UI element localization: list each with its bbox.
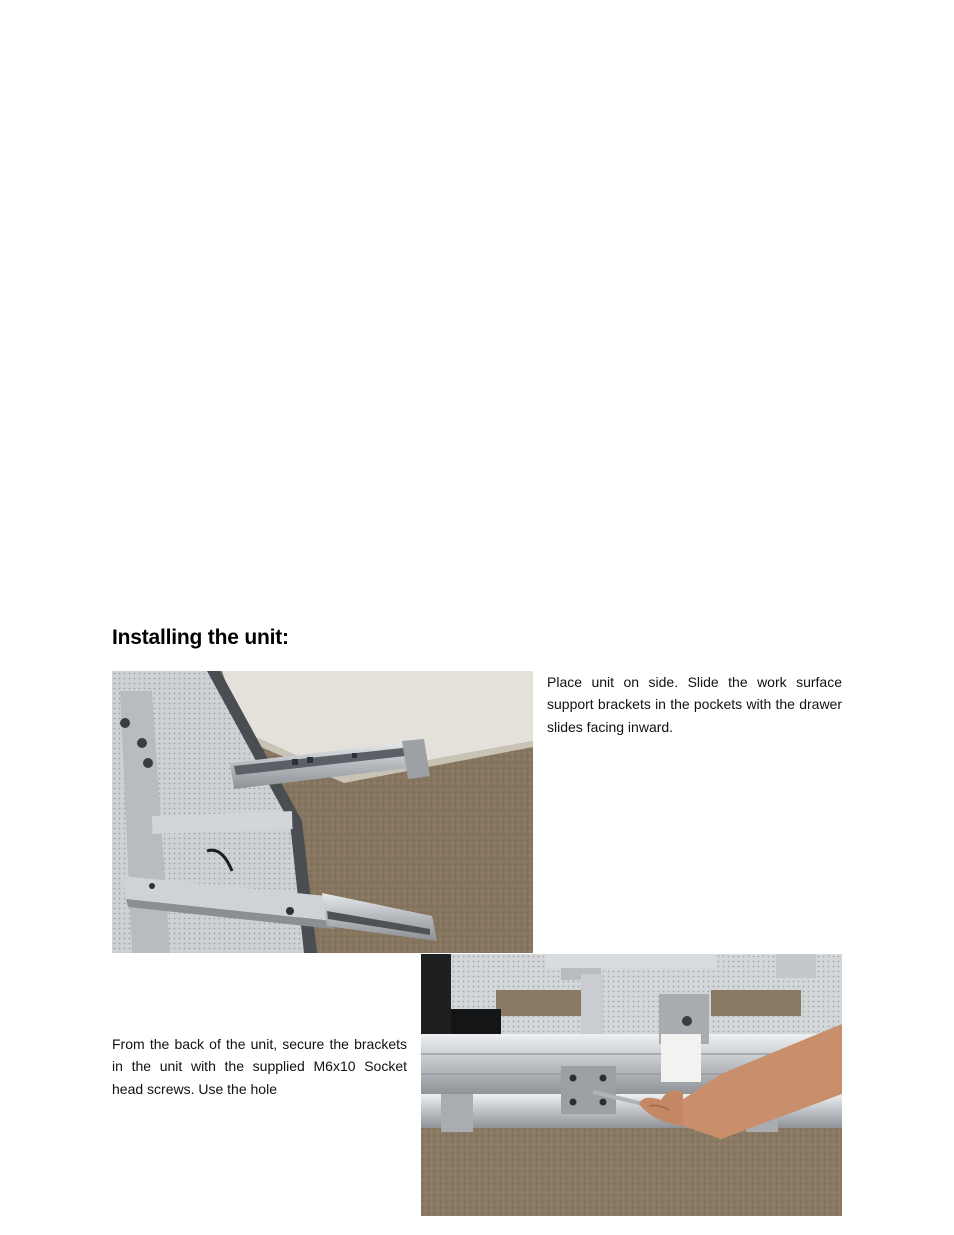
photo-unit-on-side	[112, 671, 533, 953]
step-1-instructions: Place unit on side. Slide the work surface support brackets in the pockets with the drawer slides facing inward.	[547, 674, 842, 735]
photo-unit-on-side-graphic	[112, 671, 533, 953]
section-heading: Installing the unit:	[112, 626, 289, 649]
photo-securing-brackets-graphic	[421, 954, 842, 1216]
photo-securing-brackets	[421, 954, 842, 1216]
step-2-instructions: From the back of the unit, secure the brackets in the unit with the supplied M6x10 Socket head screws. Use the hole	[112, 1036, 407, 1097]
